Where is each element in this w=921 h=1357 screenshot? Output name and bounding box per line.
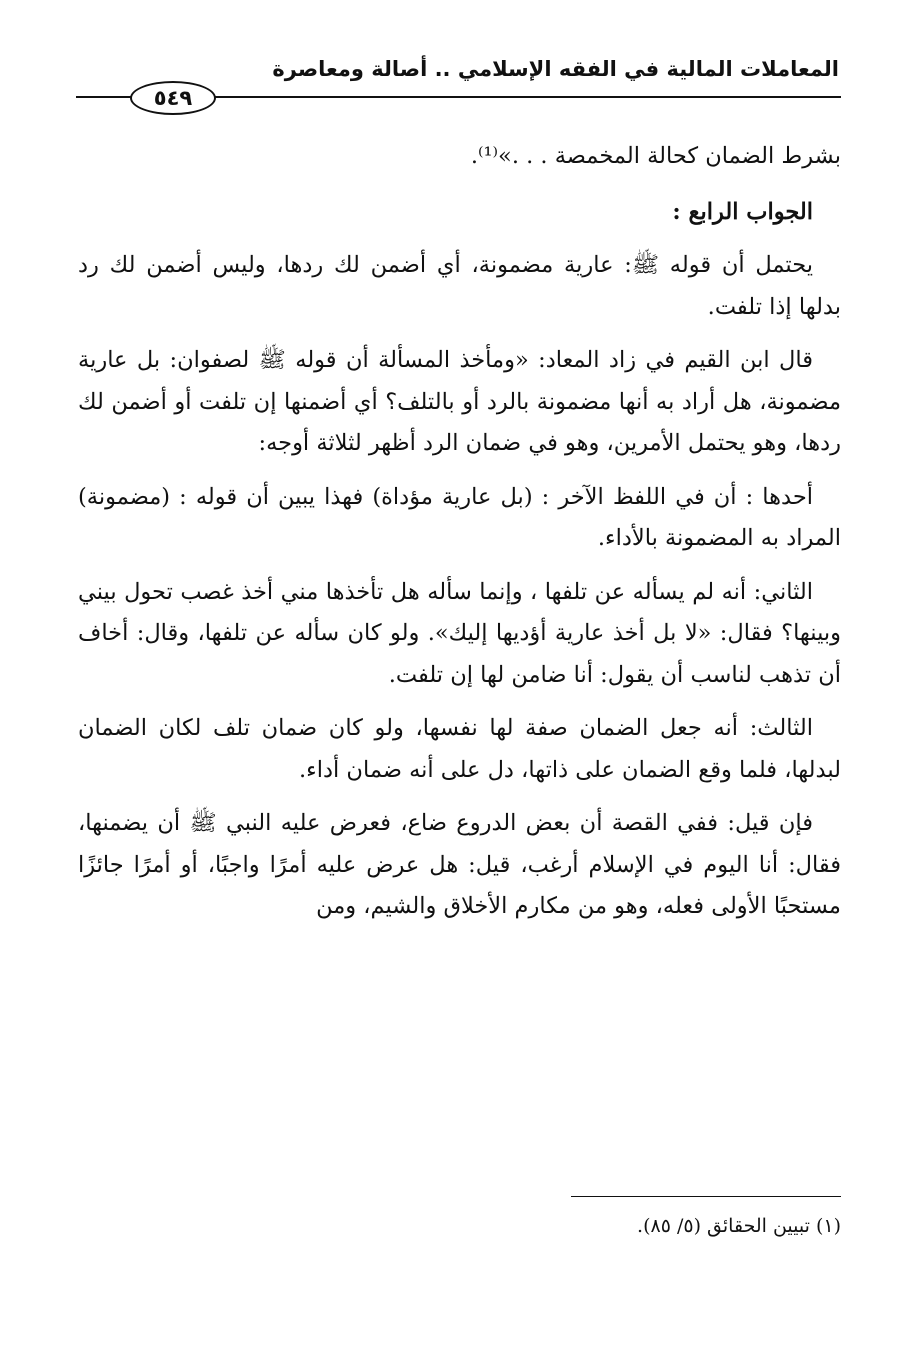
paragraph-first-reason: أحدها : أن في اللفظ الآخر : (بل عارية مؤداة) فهذا يبين أن قوله : (مضمونة) المراد به المضمونة بالأداء.	[78, 483, 841, 551]
paragraph-objection: فإن قيل: ففي القصة أن بعض الدروع ضاع، فعرض عليه النبي ﷺ أن يضمنها، فقال: أنا اليوم في الإسلام أرغب، قيل: هل عرض عليه أمرًا واجبًا، أو أمرًا جائزًا مستحبًا الأولى فعله، وهو من مكارم الأخلاق والشيم، ومن	[78, 810, 841, 919]
paragraph-quote: قال ابن القيم في زاد المعاد: «ومأخذ المسألة أن قوله ﷺ لصفوان: بل عارية مضمونة، هل أراد به أنها مضمونة بالرد أو بالتلف؟ أي أضمنها إن تلفت أو أضمن لك ردها، وهو يحتمل الأمرين، وهو في ضمان الرد أظهر لثلاثة أوجه:	[78, 347, 841, 456]
paragraph-third-reason: الثالث: أنه جعل الضمان صفة لها نفسها، ولو كان ضمان تلف لكان الضمان لبدلها، فلما وقع الضمان على ذاتها، دل على أنه ضمان أداء.	[78, 715, 841, 783]
page-number: ٥٤٩	[130, 81, 216, 115]
paragraph: يحتمل أن قوله ﷺ: عارية مضمونة، أي أضمن لك ردها، وليس أضمن لك رد بدلها إذا تلفت.	[78, 252, 841, 320]
footnote: (١) تبيين الحقائق (٥/ ٨٥).	[637, 1215, 841, 1237]
paragraph-second-reason: الثاني: أنه لم يسأله عن تلفها ، وإنما سأله هل تأخذها مني أخذ غصب تحول بيني وبينها؟ فقال: «لا بل أخذ عارية أؤديها إليك». ولو كان سأله عن تلفها، وقال: أخاف أن تذهب لناسب أن يقول: أنا ضامن لها إن تلفت.	[78, 578, 841, 688]
body-text	[78, 136, 841, 940]
footnote-rule	[571, 1196, 841, 1197]
running-title: المعاملات المالية في الفقه الإسلامي .. أصالة ومعاصرة	[272, 57, 839, 81]
section-heading: الجواب الرابع :	[672, 198, 813, 225]
paragraph-continuation: بشرط الضمان كحالة المخمصة . . .»⁽¹⁾.	[470, 143, 841, 169]
